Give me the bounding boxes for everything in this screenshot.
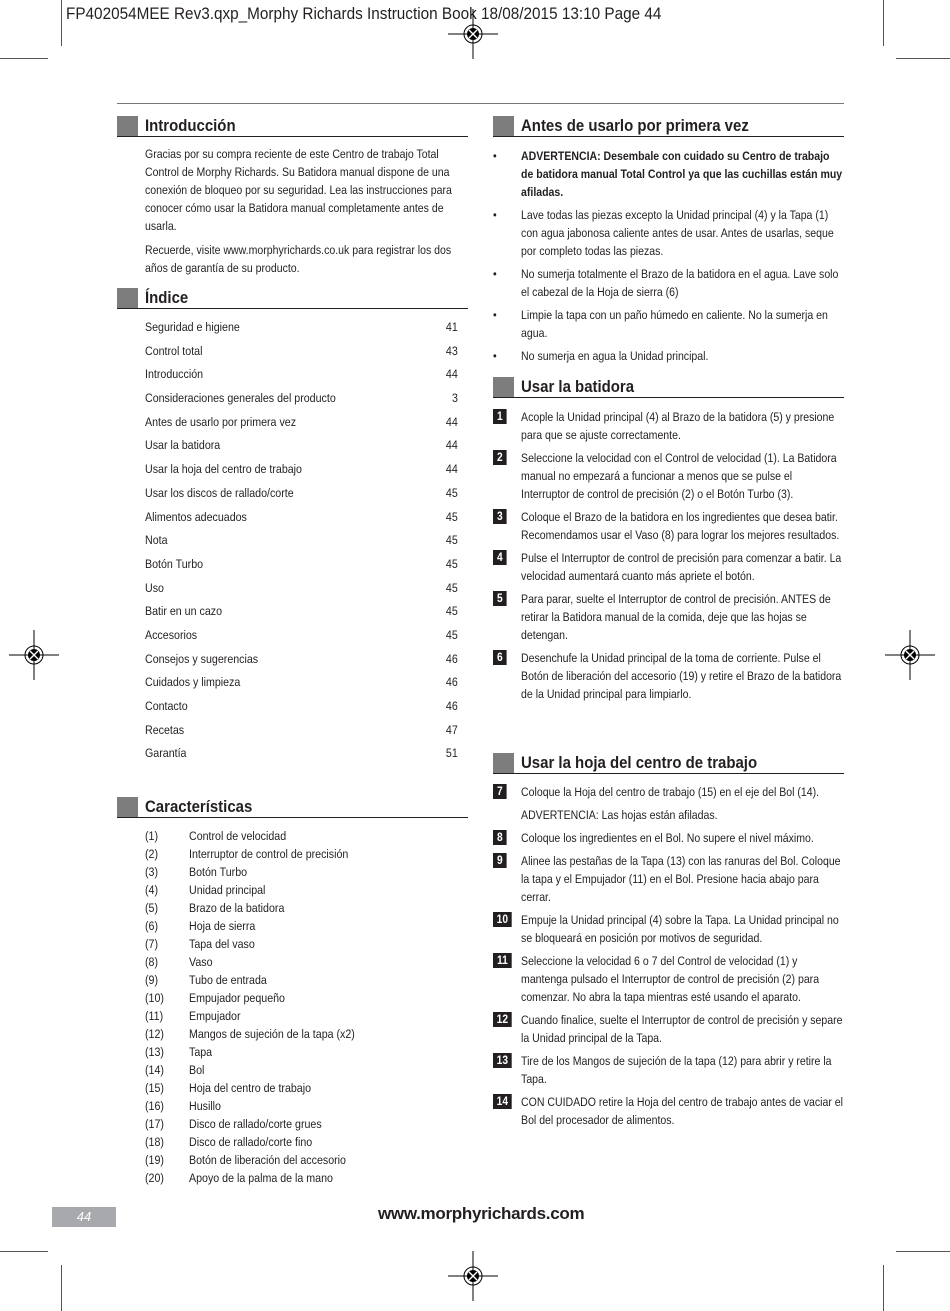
toc-entry[interactable] <box>145 436 458 460</box>
step-number-badge: 9 <box>493 853 507 868</box>
step-number-badge: 8 <box>493 830 507 845</box>
header-marker <box>117 116 138 136</box>
step-text-line: Coloque los ingredientes en el Bol. No supere el nivel máximo. <box>521 831 814 845</box>
feature-number: (11) <box>145 1009 164 1023</box>
feature-number: (19) <box>145 1153 164 1167</box>
toc-entry[interactable] <box>145 744 458 768</box>
toc-label: Uso <box>145 580 164 595</box>
feature-item <box>145 1079 468 1097</box>
section-title: Usar la hoja del centro de trabajo <box>521 753 758 772</box>
feature-label: Tapa del vaso <box>189 937 255 951</box>
toc-page-number: 45 <box>446 556 458 571</box>
toc-entry[interactable] <box>145 365 458 389</box>
feature-item <box>145 1007 468 1025</box>
feature-number: (6) <box>145 919 159 933</box>
section-header <box>117 116 468 137</box>
toc-entry[interactable] <box>145 460 458 484</box>
section-header <box>493 377 844 398</box>
feature-label: Unidad principal <box>189 883 266 897</box>
feature-item <box>145 1133 468 1151</box>
feature-label: Vaso <box>189 955 213 969</box>
toc-page-number: 51 <box>446 746 458 761</box>
crop-mark <box>896 1251 950 1252</box>
step-item <box>493 408 843 444</box>
step-item <box>493 911 843 947</box>
feature-number-cell <box>145 899 189 917</box>
step-item <box>493 1011 843 1047</box>
feature-number: (12) <box>145 1027 164 1041</box>
feature-label: Tapa <box>189 1045 213 1059</box>
feature-label: Hoja de sierra <box>189 919 256 933</box>
feature-number-cell <box>145 881 189 899</box>
toc-label: Recetas <box>145 722 185 737</box>
step-text-line: Alinee las pestañas de la Tapa (13) con las ranuras del Bol. Coloque la tapa y el Empujador (11) en el Bol. Presione hacia abajo para cerrar. <box>521 854 841 904</box>
toc-entry[interactable] <box>145 626 458 650</box>
toc-entry[interactable] <box>145 721 458 745</box>
feature-number: (1) <box>145 829 159 843</box>
step-text-line: Coloque la Hoja del centro de trabajo (15) en el eje del Bol (14). <box>521 785 820 799</box>
toc-label: Usar la hoja del centro de trabajo <box>145 462 302 477</box>
crop-mark <box>883 1265 884 1311</box>
bullet-icon: • <box>493 267 497 281</box>
step-number-badge: 5 <box>493 591 507 606</box>
step-number-badge: 13 <box>493 1053 512 1068</box>
step-text-line: Para parar, suelte el Interruptor de control de precisión. ANTES de retirar la Batidora manual de la comida, deje que las hojas se detengan. <box>521 592 831 642</box>
feature-number-cell <box>145 1025 189 1043</box>
step-text-line: Pulse el Interruptor de control de precisión para comenzar a batir. La velocidad aumentará cuanto más apriete el botón. <box>521 551 842 583</box>
header-marker <box>117 797 138 817</box>
registration-mark-icon <box>448 9 498 59</box>
toc-page-number: 45 <box>446 627 458 642</box>
feature-item <box>145 989 468 1007</box>
toc-label: Nota <box>145 533 168 548</box>
feature-number-cell <box>145 1097 189 1115</box>
feature-number: (13) <box>145 1045 164 1059</box>
step-item <box>493 449 843 503</box>
feature-number: (14) <box>145 1063 164 1077</box>
toc-page-number: 44 <box>446 414 458 429</box>
bullet-text: No sumerja en agua la Unidad principal. <box>521 349 709 363</box>
feature-number: (10) <box>145 991 164 1005</box>
step-item <box>493 829 843 847</box>
step-number-badge: 1 <box>493 409 507 424</box>
feature-number: (17) <box>145 1117 164 1131</box>
section-header <box>117 288 468 309</box>
toc-entry[interactable] <box>145 389 458 413</box>
step-number-badge: 3 <box>493 509 507 524</box>
toc-page-number: 44 <box>446 438 458 453</box>
step-text <box>521 1052 843 1088</box>
toc-page-number: 43 <box>446 343 458 358</box>
toc-page-number: 3 <box>452 391 458 406</box>
toc-page-number: 45 <box>446 604 458 619</box>
step-number-badge: 11 <box>493 953 512 968</box>
feature-label: Botón de liberación del accesorio <box>189 1153 346 1167</box>
feature-number-cell <box>145 863 189 881</box>
feature-item <box>145 1097 468 1115</box>
feature-label: Disco de rallado/corte grues <box>189 1117 322 1131</box>
section-index <box>117 288 468 768</box>
feature-number: (4) <box>145 883 159 897</box>
feature-number-cell <box>145 1061 189 1079</box>
bullet-icon: • <box>493 308 497 322</box>
step-text <box>521 508 843 544</box>
toc-entry[interactable] <box>145 579 458 603</box>
step-text <box>521 449 843 503</box>
feature-number-cell <box>145 989 189 1007</box>
step-text <box>521 590 843 644</box>
bullet-text: Lave todas las piezas excepto la Unidad principal (4) y la Tapa (1) con agua jabonosa caliente antes de usar. Antes de usarlas, seque por completo todas las piezas. <box>521 208 834 258</box>
toc-entry[interactable] <box>145 673 458 697</box>
toc-label: Contacto <box>145 699 188 713</box>
step-text-line: CON CUIDADO retire la Hoja del centro de trabajo antes de vaciar el Bol del procesador de alimentos. <box>521 1095 844 1127</box>
toc-page-number: 45 <box>446 580 458 595</box>
feature-number-cell <box>145 935 189 953</box>
step-number-badge: 7 <box>493 784 507 799</box>
toc-label: Antes de usarlo por primera vez <box>145 414 297 429</box>
feature-number: (15) <box>145 1081 164 1095</box>
step-item <box>493 852 843 906</box>
toc-entry[interactable] <box>145 342 458 366</box>
feature-item <box>145 935 468 953</box>
feature-number-cell <box>145 917 189 935</box>
toc-label: Consejos y sugerencias <box>145 651 259 666</box>
step-text <box>521 549 843 585</box>
step-number-badge: 10 <box>493 912 512 927</box>
toc-label: Garantía <box>145 746 187 761</box>
step-text-line: Cuando finalice, suelte el Interruptor de control de precisión y separe la Unidad principal de la Tapa. <box>521 1013 843 1045</box>
feature-item <box>145 1043 468 1061</box>
feature-item <box>145 827 468 845</box>
feature-item <box>145 845 468 863</box>
section-title: Antes de usarlo por primera vez <box>521 116 749 135</box>
feature-item <box>145 1115 468 1133</box>
feature-item <box>145 971 468 989</box>
toc-label: Botón Turbo <box>145 556 204 571</box>
toc-entry[interactable] <box>145 413 458 437</box>
toc-entry[interactable] <box>145 508 458 532</box>
feature-label: Empujador <box>189 1009 241 1023</box>
feature-number: (2) <box>145 847 159 861</box>
feature-number-cell <box>145 1079 189 1097</box>
step-text <box>521 1093 843 1129</box>
step-number-badge: 14 <box>493 1094 512 1109</box>
crop-mark <box>61 1265 62 1311</box>
feature-number: (5) <box>145 901 159 915</box>
toc-entry[interactable] <box>145 602 458 626</box>
feature-item <box>145 1025 468 1043</box>
feature-number-cell <box>145 827 189 845</box>
step-text <box>521 1011 843 1047</box>
toc-label: Consideraciones generales del producto <box>145 391 336 406</box>
feature-label: Interruptor de control de precisión <box>189 847 349 861</box>
bullet-icon: • <box>493 149 497 163</box>
feature-number-cell <box>145 1133 189 1151</box>
feature-label: Control de velocidad <box>189 829 287 843</box>
step-item <box>493 952 843 1006</box>
registration-mark-icon <box>885 630 935 680</box>
step-text-line: Seleccione la velocidad con el Control de velocidad (1). La Batidora manual no empezará a funcionar a menos que se pulse el <box>521 451 837 483</box>
section-title: Características <box>145 797 253 816</box>
step-item <box>493 508 843 544</box>
feature-label: Husillo <box>189 1099 221 1113</box>
header-marker <box>493 753 514 773</box>
feature-item <box>145 953 468 971</box>
feature-number-cell <box>145 953 189 971</box>
paragraph: Gracias por su compra reciente de este Centro de trabajo Total Control de Morphy Richards. Su Batidora manual dispone de una conexión de bloqueo por su seguridad. Lea las instrucciones para conocer cómo usar la Batidora manual completamente antes de usarla. <box>145 147 452 233</box>
crop-mark <box>883 0 884 46</box>
section-using-blade <box>493 753 844 1134</box>
feature-item <box>145 881 468 899</box>
bullet-text: Limpie la tapa con un paño húmedo en caliente. No la sumerja en agua. <box>521 308 828 340</box>
feature-label: Mangos de sujeción de la tapa (x2) <box>189 1027 355 1041</box>
feature-number: (8) <box>145 955 159 969</box>
step-text <box>521 829 843 847</box>
toc-label: Introducción <box>145 367 204 382</box>
feature-item <box>145 1151 468 1169</box>
feature-label: Disco de rallado/corte fino <box>189 1135 313 1149</box>
step-number-badge: 12 <box>493 1012 512 1027</box>
step-text-line: Coloque el Brazo de la batidora en los ingredientes que desea batir. Recomendamos usar el Vaso (8) para lograr los mejores resultados. <box>521 510 840 542</box>
step-text <box>521 911 843 947</box>
bullet-item <box>493 206 843 260</box>
feature-number: (16) <box>145 1099 164 1113</box>
feature-number-cell <box>145 845 189 863</box>
toc-entry[interactable] <box>145 484 458 508</box>
section-before-first-use <box>493 116 844 370</box>
features-list <box>145 827 468 1187</box>
header-marker <box>493 116 514 136</box>
bullet-icon: • <box>493 208 497 222</box>
section-using-mixer <box>493 377 844 708</box>
step-text <box>521 783 843 801</box>
section-intro <box>117 116 468 283</box>
feature-number: (18) <box>145 1135 164 1149</box>
toc-label: Usar los discos de rallado/corte <box>145 485 294 500</box>
step-text <box>521 408 843 444</box>
bullet-icon: • <box>493 349 497 363</box>
toc-label: Seguridad e higiene <box>145 320 240 334</box>
toc-page-number: 45 <box>446 485 458 500</box>
toc-page-number: 46 <box>446 651 458 666</box>
toc-entry[interactable] <box>145 650 458 674</box>
warning-text: ADVERTENCIA: Las hojas están afiladas. <box>521 808 718 822</box>
footer-url[interactable]: www.morphyrichards.com <box>378 1204 585 1223</box>
step-text-line: Tire de los Mangos de sujeción de la tapa (12) para abrir y retire la Tapa. <box>521 1054 832 1086</box>
toc-page-number: 45 <box>446 509 458 524</box>
feature-number: (3) <box>145 865 159 879</box>
feature-label: Botón Turbo <box>189 865 248 879</box>
toc-label: Usar la batidora <box>145 438 221 453</box>
section-title: Índice <box>145 288 189 307</box>
step-number-badge: 2 <box>493 450 507 465</box>
crop-mark <box>0 1251 48 1252</box>
step-text-line: Seleccione la velocidad 6 o 7 del Control de velocidad (1) y mantenga pulsado el Interruptor de control de precisión (2) para comenzar. No abra la tapa mientras esté usando el aparato. <box>521 954 820 1004</box>
step-item <box>493 1052 843 1088</box>
toc-page-number: 46 <box>446 675 458 690</box>
feature-label: Empujador pequeño <box>189 991 285 1005</box>
bullet-item <box>493 147 843 201</box>
bullet-item <box>493 347 843 365</box>
crop-mark <box>61 0 62 46</box>
step-text <box>521 952 843 1006</box>
toc-label: Accesorios <box>145 627 198 642</box>
toc-page-number: 46 <box>446 699 458 713</box>
step-number-badge: 4 <box>493 550 507 565</box>
step-item <box>493 1093 843 1129</box>
header-marker <box>117 288 138 308</box>
feature-label: Tubo de entrada <box>189 973 267 987</box>
step-text-line: Interruptor de control de precisión (2) o el Botón Turbo (3). <box>521 487 794 501</box>
crop-mark <box>0 58 48 59</box>
step-text-line: Acople la Unidad principal (4) al Brazo de la batidora (5) y presione para que se ajuste correctamente. <box>521 410 835 442</box>
step-item <box>493 590 843 644</box>
feature-number-cell <box>145 971 189 989</box>
feature-number-cell <box>145 1151 189 1169</box>
step-item <box>493 783 843 801</box>
feature-label: Hoja del centro de trabajo <box>189 1081 312 1095</box>
crop-mark <box>896 58 950 59</box>
step-text <box>521 852 843 906</box>
toc-label: Cuidados y limpieza <box>145 675 241 690</box>
feature-number-cell <box>145 1043 189 1061</box>
toc-label: Control total <box>145 343 203 358</box>
section-header <box>493 116 844 137</box>
section-features <box>117 797 468 1187</box>
toc-page-number: 41 <box>446 320 458 334</box>
bullet-item <box>493 265 843 301</box>
toc-entry[interactable] <box>145 318 458 342</box>
step-text <box>521 649 843 703</box>
toc-page-number: 47 <box>446 722 458 737</box>
step-item <box>493 549 843 585</box>
feature-number: (9) <box>145 973 159 987</box>
section-header <box>493 753 844 774</box>
section-header <box>117 797 468 818</box>
feature-label: Apoyo de la palma de la mano <box>189 1171 333 1185</box>
feature-number-cell <box>145 1115 189 1133</box>
page-number: 44 <box>52 1207 116 1227</box>
toc-entry[interactable] <box>145 697 458 721</box>
bullet-item <box>493 306 843 342</box>
toc-entry[interactable] <box>145 555 458 579</box>
step-item <box>493 649 843 703</box>
section-title: Usar la batidora <box>521 377 635 396</box>
step-number-badge: 6 <box>493 650 507 665</box>
registration-mark-icon <box>9 630 59 680</box>
feature-item <box>145 899 468 917</box>
feature-number: (7) <box>145 937 159 951</box>
feature-number-cell <box>145 1169 189 1187</box>
feature-label: Bol <box>189 1063 205 1077</box>
feature-number-cell <box>145 1007 189 1025</box>
bullet-text: ADVERTENCIA: Desembale con cuidado su Centro de trabajo de batidora manual Total Control ya que las cuchillas están muy afiladas. <box>521 149 843 199</box>
feature-item <box>145 1169 468 1187</box>
registration-mark-icon <box>448 1251 498 1301</box>
toc-label: Alimentos adecuados <box>145 509 247 524</box>
feature-label: Brazo de la batidora <box>189 901 285 915</box>
step-text-line: Desenchufe la Unidad principal de la toma de corriente. Pulse el Botón de liberación del accesorio (19) y retire el Brazo de la batidora de la Unidad principal para limpiarlo. <box>521 651 842 701</box>
print-slug: FP402054MEE Rev3.qxp_Morphy Richards Instruction Book 18/08/2015 13:10 Page 44 <box>66 4 662 23</box>
toc-page-number: 45 <box>446 533 458 548</box>
header-marker <box>493 377 514 397</box>
paragraph: Recuerde, visite www.morphyrichards.co.uk para registrar los dos años de garantía de su producto. <box>145 243 452 275</box>
feature-number: (20) <box>145 1171 164 1185</box>
toc-label: Batir en un cazo <box>145 604 223 619</box>
feature-item <box>145 917 468 935</box>
table-of-contents <box>145 318 458 768</box>
step-text-line: Empuje la Unidad principal (4) sobre la Tapa. La Unidad principal no se bloqueará en posición por motivos de seguridad. <box>521 913 839 945</box>
bullet-text: No sumerja totalmente el Brazo de la batidora en el agua. Lave solo el cabezal de la Hoja de sierra (6) <box>521 267 839 299</box>
section-title: Introducción <box>145 116 236 135</box>
feature-item <box>145 1061 468 1079</box>
top-rule <box>117 103 844 104</box>
toc-page-number: 44 <box>446 462 458 477</box>
toc-entry[interactable] <box>145 531 458 555</box>
toc-page-number: 44 <box>446 367 458 382</box>
feature-item <box>145 863 468 881</box>
